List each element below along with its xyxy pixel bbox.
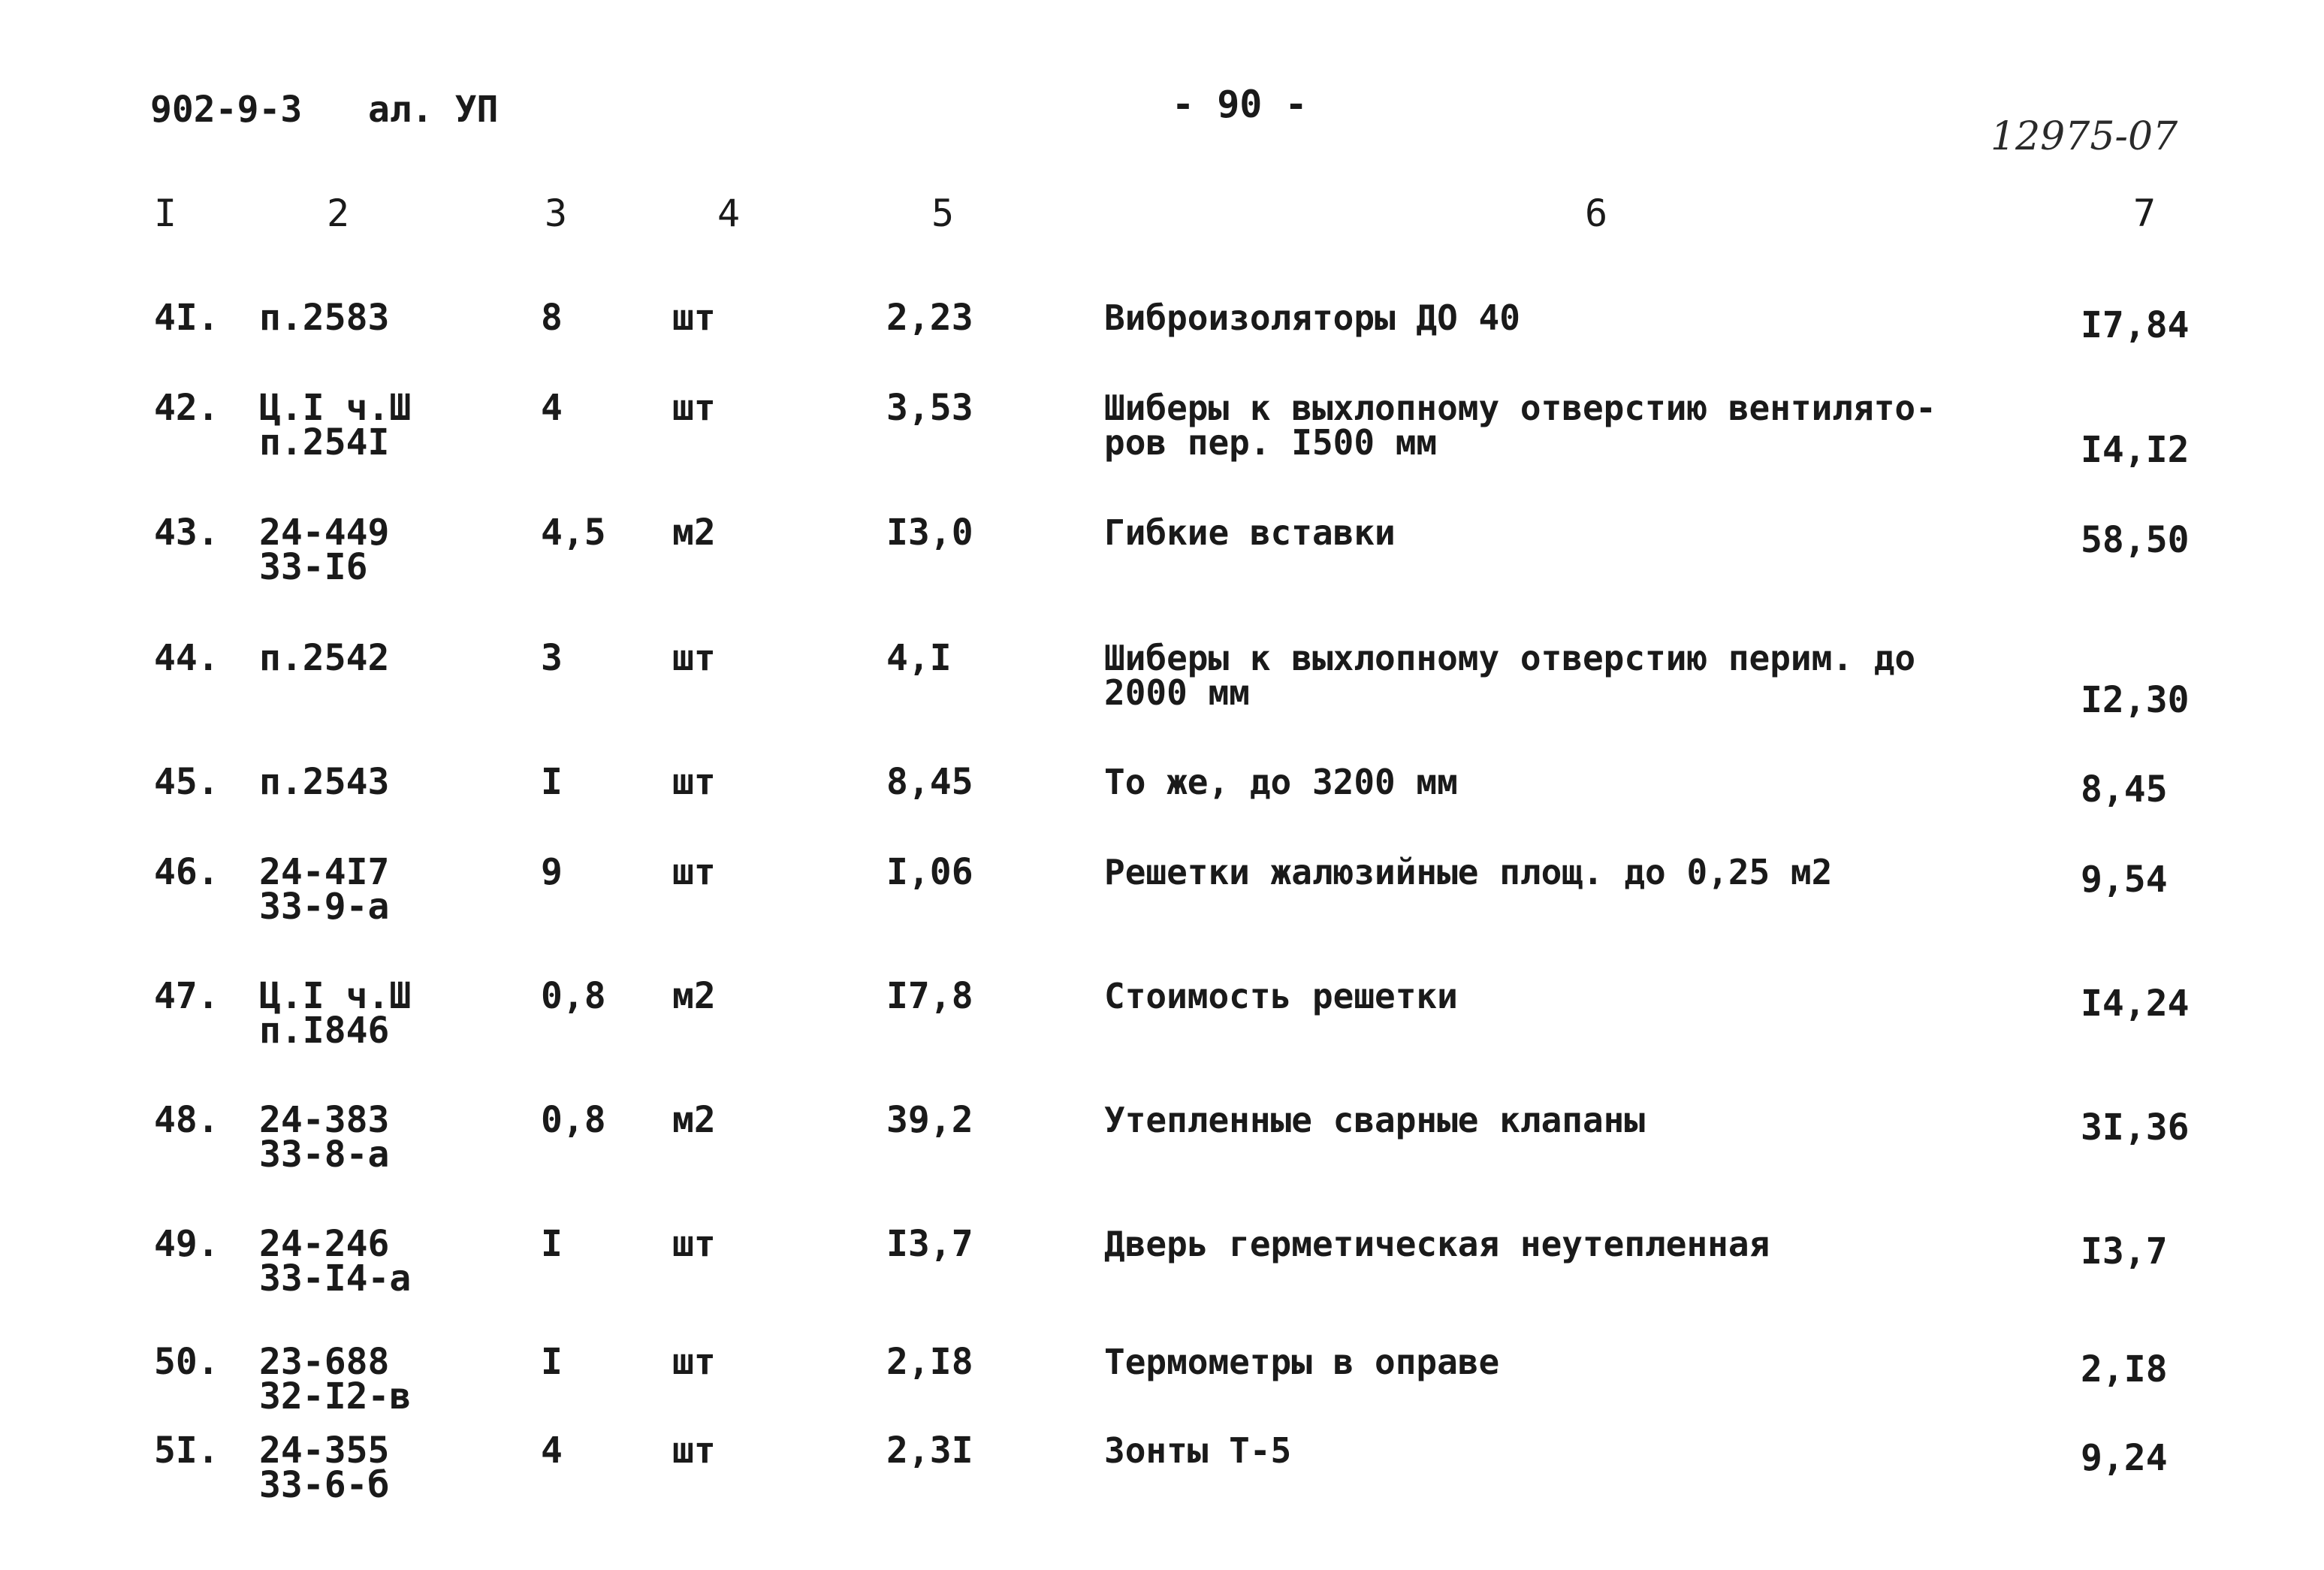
column-header-3: 3 [545, 192, 568, 235]
column-header-7: 7 [2133, 192, 2156, 235]
total-cost: 3I,36 [2081, 1107, 2190, 1149]
quantity: 3 [541, 637, 563, 679]
description-line: Термометры в оправе [1104, 1342, 1500, 1382]
description [1104, 1430, 1292, 1471]
reference-code-line: п.2542 [259, 637, 390, 679]
unit-price: 39,2 [886, 1099, 973, 1141]
reference-code-line: 33-I6 [259, 546, 368, 588]
column-header-6: 6 [1585, 192, 1608, 235]
description [1104, 388, 1936, 463]
total-cost: 58,50 [2081, 519, 2190, 561]
description [1104, 852, 1833, 892]
unit: шт [672, 761, 716, 803]
column-header-5: 5 [931, 192, 955, 235]
doc-code: 902-9-3 [150, 89, 303, 131]
reference-code-line: п.254I [259, 421, 390, 463]
row-number: 43. [154, 512, 219, 554]
description [1104, 762, 1458, 802]
total-cost: 2,I8 [2081, 1348, 2168, 1390]
quantity: 0,8 [541, 975, 606, 1017]
quantity: 9 [541, 851, 563, 893]
description-line: То же, до 3200 мм [1104, 762, 1458, 802]
total-cost: 9,54 [2081, 859, 2168, 901]
reference-code [259, 1430, 390, 1506]
description [1104, 976, 1458, 1016]
inventory-number: 12975-07 [1990, 114, 2178, 159]
reference-code-line: 24-4I7 [259, 851, 390, 893]
total-cost: I2,30 [2081, 679, 2190, 721]
reference-code [259, 512, 390, 588]
reference-code [259, 637, 390, 679]
page-number: - 90 - [1172, 83, 1308, 126]
description-line: Шиберы к выхлопному отверстию вентилято- [1104, 388, 1936, 428]
unit: шт [672, 851, 716, 893]
quantity: I [541, 761, 563, 803]
description-line: ров пер. I500 мм [1104, 422, 1438, 463]
reference-code [259, 975, 412, 1052]
description-line: Утепленные сварные клапаны [1104, 1100, 1646, 1140]
description [1104, 512, 1396, 553]
unit-price: 2,23 [886, 297, 973, 339]
reference-code-line: п.I846 [259, 1010, 390, 1052]
description-line: Дверь герметическая неутепленная [1104, 1224, 1770, 1264]
unit: шт [672, 1430, 716, 1472]
description-line: Стоимость решетки [1104, 976, 1458, 1016]
reference-code-line: 33-8-а [259, 1134, 390, 1176]
reference-code-line: Ц.I ч.Ш [259, 387, 412, 429]
row-number: 5I. [154, 1430, 219, 1472]
row-number: 50. [154, 1341, 219, 1383]
reference-code [259, 1223, 412, 1300]
unit-price: I3,7 [886, 1223, 973, 1265]
description-line: 2000 мм [1104, 672, 1250, 713]
unit: шт [672, 637, 716, 679]
reference-code [259, 851, 390, 928]
reference-code [259, 1099, 390, 1176]
unit-price: I,06 [886, 851, 973, 893]
unit-price: I7,8 [886, 975, 973, 1017]
unit: м2 [672, 1099, 716, 1141]
column-header-2: 2 [327, 192, 350, 235]
reference-code-line: 33-I4-а [259, 1258, 412, 1300]
reference-code [259, 387, 412, 463]
row-number: 46. [154, 851, 219, 893]
description [1104, 638, 1916, 713]
description [1104, 1342, 1500, 1382]
description-line: Гибкие вставки [1104, 512, 1396, 553]
unit: шт [672, 1223, 716, 1265]
reference-code-line: п.2543 [259, 761, 390, 803]
description [1104, 1224, 1770, 1264]
column-header-1: I [154, 192, 177, 235]
unit-price: 4,I [886, 637, 952, 679]
quantity: 8 [541, 297, 563, 339]
row-number: 49. [154, 1223, 219, 1265]
unit: м2 [672, 975, 716, 1017]
column-header-4: 4 [717, 192, 741, 235]
reference-code-line: Ц.I ч.Ш [259, 975, 412, 1017]
description-line: Виброизоляторы ДО 40 [1104, 297, 1520, 338]
description [1104, 1100, 1646, 1140]
reference-code-line: 24-383 [259, 1099, 390, 1141]
unit-price: I3,0 [886, 512, 973, 554]
quantity: 4 [541, 1430, 563, 1472]
reference-code-line: 24-246 [259, 1223, 390, 1265]
total-cost: 8,45 [2081, 768, 2168, 811]
unit: м2 [672, 512, 716, 554]
row-number: 44. [154, 637, 219, 679]
album-label: ал. УП [368, 89, 499, 131]
row-number: 47. [154, 975, 219, 1017]
quantity: 4 [541, 387, 563, 429]
reference-code-line: 32-I2-в [259, 1375, 412, 1418]
reference-code-line: 23-688 [259, 1341, 390, 1383]
quantity: 4,5 [541, 512, 606, 554]
row-number: 4I. [154, 297, 219, 339]
reference-code-line: п.2583 [259, 297, 390, 339]
unit: шт [672, 1341, 716, 1383]
reference-code-line: 33-6-б [259, 1464, 390, 1506]
description [1104, 297, 1520, 338]
row-number: 42. [154, 387, 219, 429]
unit-price: 8,45 [886, 761, 973, 803]
description-line: Решетки жалюзийные площ. до 0,25 м2 [1104, 852, 1833, 892]
reference-code [259, 761, 390, 803]
reference-code-line: 24-355 [259, 1430, 390, 1472]
reference-code-line: 33-9-а [259, 886, 390, 928]
total-cost: I4,24 [2081, 983, 2190, 1025]
unit: шт [672, 387, 716, 429]
reference-code-line: 24-449 [259, 512, 390, 554]
quantity: I [541, 1341, 563, 1383]
quantity: I [541, 1223, 563, 1265]
reference-code [259, 297, 390, 339]
total-cost: I7,84 [2081, 304, 2190, 346]
total-cost: I4,I2 [2081, 429, 2190, 471]
row-number: 48. [154, 1099, 219, 1141]
unit-price: 3,53 [886, 387, 973, 429]
unit-price: 2,I8 [886, 1341, 973, 1383]
total-cost: 9,24 [2081, 1437, 2168, 1479]
quantity: 0,8 [541, 1099, 606, 1141]
reference-code [259, 1341, 412, 1418]
description-line: Шиберы к выхлопному отверстию перим. до [1104, 638, 1916, 678]
unit: шт [672, 297, 716, 339]
unit-price: 2,3I [886, 1430, 973, 1472]
description-line: Зонты Т-5 [1104, 1430, 1292, 1471]
total-cost: I3,7 [2081, 1230, 2168, 1273]
row-number: 45. [154, 761, 219, 803]
